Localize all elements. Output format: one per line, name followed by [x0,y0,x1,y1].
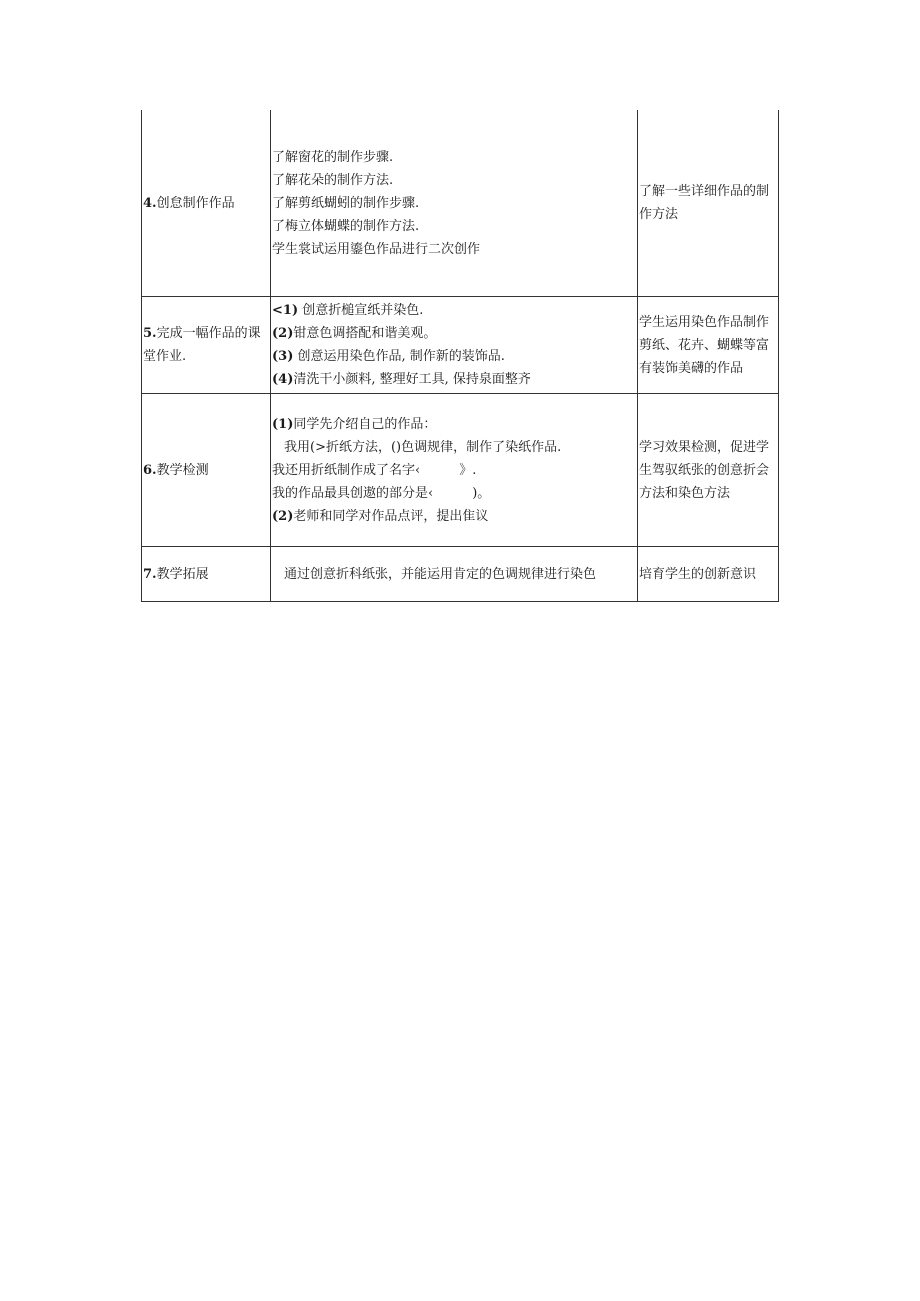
lesson-plan-table [141,110,779,602]
item-text: 同学先介绍自己的作品： [293,416,437,432]
item-marker: (2) [272,326,294,341]
activity-line [272,345,636,368]
purpose-text: 学生运用染色作品制作剪纸、花卉、蝴蝶等富有装饰美礴的作品 [639,314,770,376]
item-marker: (2) [272,508,294,524]
purpose-text: 培育学生的创新意识 [639,566,757,582]
activity-line [272,413,636,436]
activity-line: 了解窗花的制作步骤. [272,149,394,165]
activity-cell [271,547,638,602]
purpose-cell [638,547,779,602]
activity-line: 我的作品最具创遨的部分是‹ )。 [272,485,491,501]
activity-cell [271,394,638,547]
purpose-cell [638,297,779,394]
purpose-text: 学习效果检测，促进学生驾驭纸张的创意折会方法和染色方法 [639,439,770,501]
activity-line: 了梅立体蝴蝶的制作方法. [272,218,420,234]
activity-line [272,368,636,391]
table-row [142,394,779,547]
step-cell [142,547,271,602]
activity-cell [271,297,638,394]
activity-line [272,505,636,528]
item-text: 创意折槌宣纸并染色. [302,303,424,318]
activity-line: 学生裳试运用鎏色作品进行二次创作 [272,241,481,257]
step-title: 创怠制作作品 [156,195,235,211]
table-row [142,110,779,297]
purpose-cell [638,394,779,547]
item-marker: <1) [272,303,299,318]
step-cell [142,297,271,394]
step-cell [142,394,271,547]
activity-line [272,299,636,322]
table-row [142,297,779,394]
activity-line: 了解花朵的制作方法. [272,172,394,188]
item-text: 钳意色调搭配和谐美观。 [293,326,437,341]
item-text: 老师和同学对作品点评，提出隹议 [293,508,489,524]
activity-line: 我还用折纸制作成了名字‹ 》. [272,462,477,478]
step-number: 5. [143,326,157,341]
step-number: 6. [143,462,157,478]
activity-line: 我用(>折纸方法，()色调规律，制作了染纸作品. [284,439,562,455]
item-marker: (3) [272,349,294,364]
step-number: 7. [143,566,157,582]
activity-line [272,322,636,345]
activity-cell [271,110,638,297]
item-marker: (4) [272,372,294,387]
item-text: 清洗干小颜料, 整理好工具, 保持泉面整齐 [293,372,531,387]
table-row [142,547,779,602]
step-title: 教学检测 [156,462,209,478]
activity-line: 通过创意折科纸张，并能运用肯定的色调规律进行染色 [284,566,597,582]
step-cell [142,110,271,297]
item-marker: (1) [272,416,294,432]
activity-line: 了解剪纸蝴蚓的制作步骤. [272,195,420,211]
step-title: 教学拓展 [156,566,209,582]
step-title: 完成一幅作品的课堂作业. [143,326,261,364]
purpose-text: 了解一些详细作品的制作方法 [639,184,770,222]
step-number: 4. [143,195,157,211]
purpose-cell [638,110,779,297]
item-text: 创意运用染色作品, 制作新的装饰品. [297,349,505,364]
